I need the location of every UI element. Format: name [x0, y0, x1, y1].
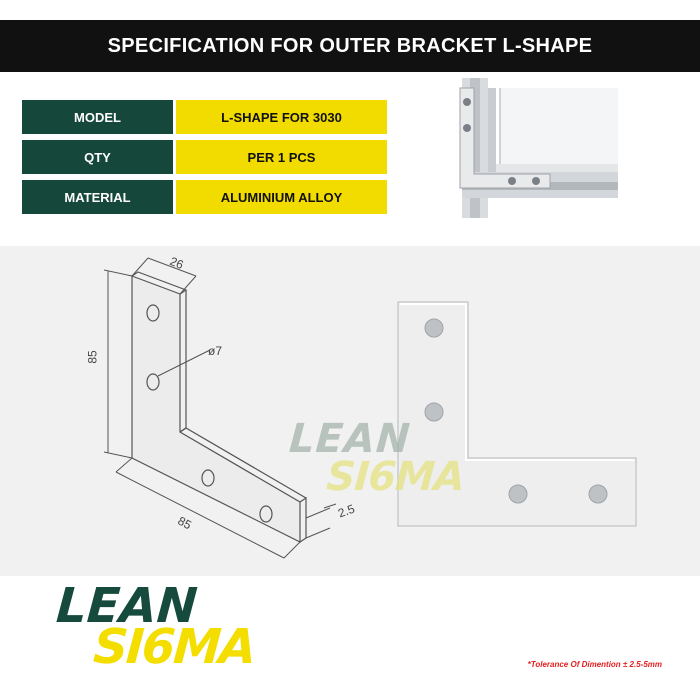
logo-line2: SI6MA — [91, 619, 257, 676]
spec-value-model: L-SHAPE FOR 3030 — [176, 100, 387, 134]
spec-value-material: ALUMINIUM ALLOY — [176, 180, 387, 214]
spec-label-material: MATERIAL — [22, 180, 173, 214]
spec-label-qty: QTY — [22, 140, 173, 174]
product-photo — [440, 78, 618, 234]
page-title — [0, 20, 700, 72]
spec-table — [22, 100, 387, 220]
dimension-label-width: 26 — [167, 254, 186, 272]
spec-label-model: MODEL — [22, 100, 173, 134]
dimension-label-height: 85 — [85, 350, 100, 364]
product-render — [0, 246, 700, 576]
spec-row-material — [22, 180, 387, 214]
spec-value-qty: PER 1 PCS — [176, 140, 387, 174]
tolerance-note: *Tolerance Of Dimention ± 2.5-5mm — [527, 660, 662, 669]
watermark-line2: SI6MA — [325, 454, 466, 500]
dimension-label-thickness: 2.5 — [336, 501, 357, 521]
page-title-text: SPECIFICATION FOR OUTER BRACKET L-SHAPE — [107, 34, 593, 57]
watermark-line1: LEAN — [287, 416, 413, 462]
technical-drawing-panel — [0, 246, 700, 576]
watermark-logo — [285, 416, 468, 500]
dimension-label-hole: ø7 — [208, 344, 223, 358]
spec-row-qty — [22, 140, 387, 174]
spec-row-model — [22, 100, 387, 134]
brand-logo — [52, 578, 259, 676]
dimension-label-length: 85 — [175, 513, 194, 533]
logo-line1: LEAN — [54, 578, 200, 634]
